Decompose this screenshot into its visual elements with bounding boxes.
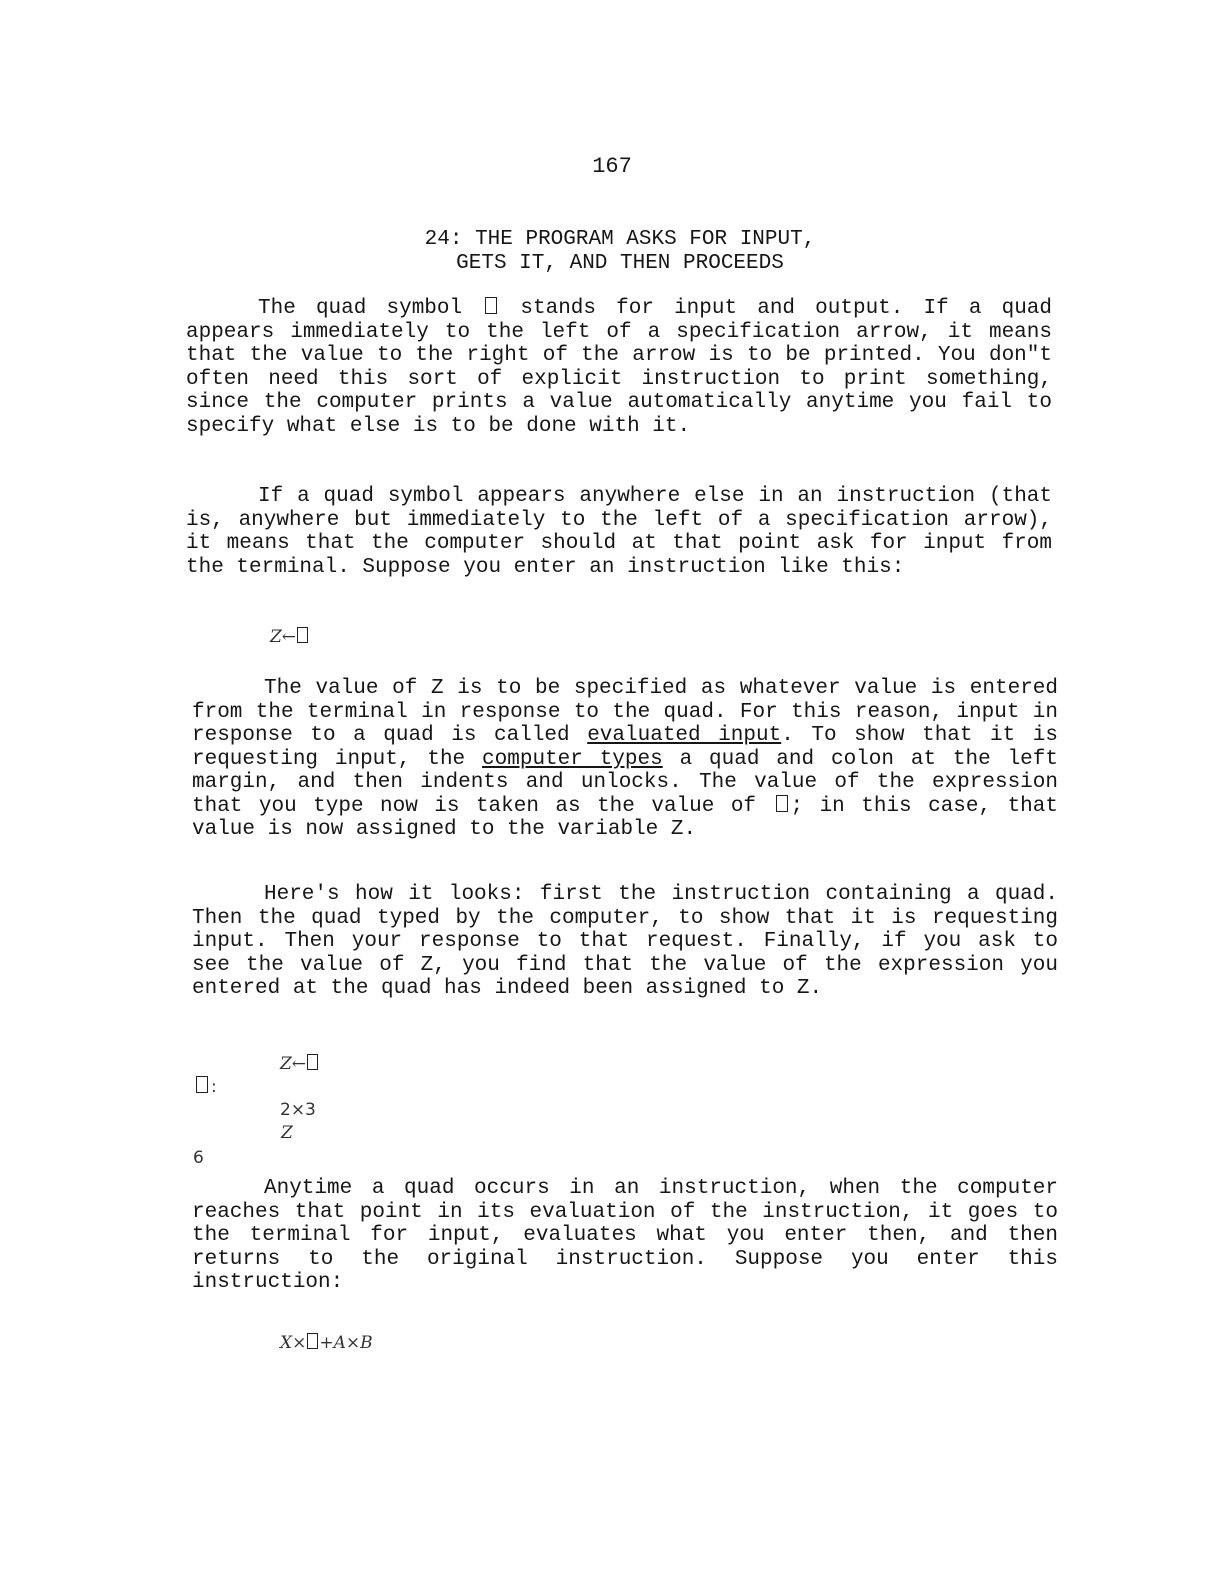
example-assign-quad	[270, 627, 309, 647]
term-evaluated-input: evaluated input	[587, 724, 782, 747]
quad-icon	[485, 297, 497, 314]
session-line-1: Z←	[280, 1054, 307, 1074]
quad-icon	[307, 1333, 318, 1349]
paragraph-anytime: Anytime a quad occurs in an instruction, when the computer reaches that point in its evaluation of the instruction, it goes to the terminal for input, evaluates what you enter then, and then returns to the original instruction. Suppose you enter this instruction:	[192, 1177, 1058, 1294]
page-number: 167	[592, 154, 632, 179]
quad-icon	[776, 795, 788, 812]
example-2-before: X×	[280, 1333, 307, 1353]
session-prompt	[193, 1076, 217, 1097]
paragraph-1-part-2: stands for input and output. If a quad appears immediately to the left of a specification arrow, it means that the value to the right of the arrow is to be printed. You don"t often need this sort of explicit instruction to print something, since the computer prints a value automatically anytime you fail to specify what else is to be done with it.	[186, 297, 1052, 438]
heading-line-1: 24: THE PROGRAM ASKS FOR INPUT,	[424, 228, 816, 251]
section-heading	[0, 228, 1224, 276]
paragraph-quad-input: If a quad symbol appears anywhere else in an instruction (that is, anywhere but immediately to the left of a specification arrow), it means that the computer should at that point ask for input from the terminal. Suppose you enter an instruction like this:	[186, 485, 1052, 579]
heading-line-2: GETS IT, AND THEN PROCEEDS	[456, 252, 784, 275]
paragraph-3-part-2: . To show that it is requesting input, the	[192, 724, 1059, 771]
example-2-after: +A×B	[319, 1333, 373, 1353]
quad-icon	[307, 1054, 318, 1070]
example-expression	[280, 1333, 373, 1353]
session-input: 2×3	[280, 1100, 316, 1120]
quad-icon	[297, 627, 308, 643]
paragraph-1-part-1: The quad symbol	[258, 297, 463, 320]
session-instruction	[280, 1054, 319, 1074]
term-computer-types: computer types	[482, 747, 663, 771]
paragraph-evaluated-input	[192, 677, 1058, 842]
session-prompt-colon: :	[211, 1077, 217, 1097]
quad-icon	[196, 1076, 208, 1093]
paragraph-quad-output	[186, 297, 1052, 438]
paragraph-3-part-3: a quad and colon at the left margin, and then indents and unlocks. The value of the expression that you type now is taken as the value of	[192, 747, 1058, 818]
paragraph-3-part-4: ; in this case, that value is now assigned to the variable Z.	[192, 794, 1058, 841]
paragraph-3-part-1: The value of Z is to be specified as whatever value is entered from the terminal in response to the quad. For this reason, input in response to a quad is called	[192, 677, 1058, 747]
example-1-text: Z←	[270, 627, 297, 647]
session-query: Z	[281, 1123, 293, 1143]
session-result: 6	[193, 1148, 204, 1168]
paragraph-how-it-looks: Here's how it looks: first the instruction containing a quad. Then the quad typed by the computer, to show that it is requesting input. Then your response to that request. Finally, if you ask to see the value of Z, you find that the value of the expression you entered at the quad has indeed been assigned to Z.	[192, 883, 1058, 1000]
